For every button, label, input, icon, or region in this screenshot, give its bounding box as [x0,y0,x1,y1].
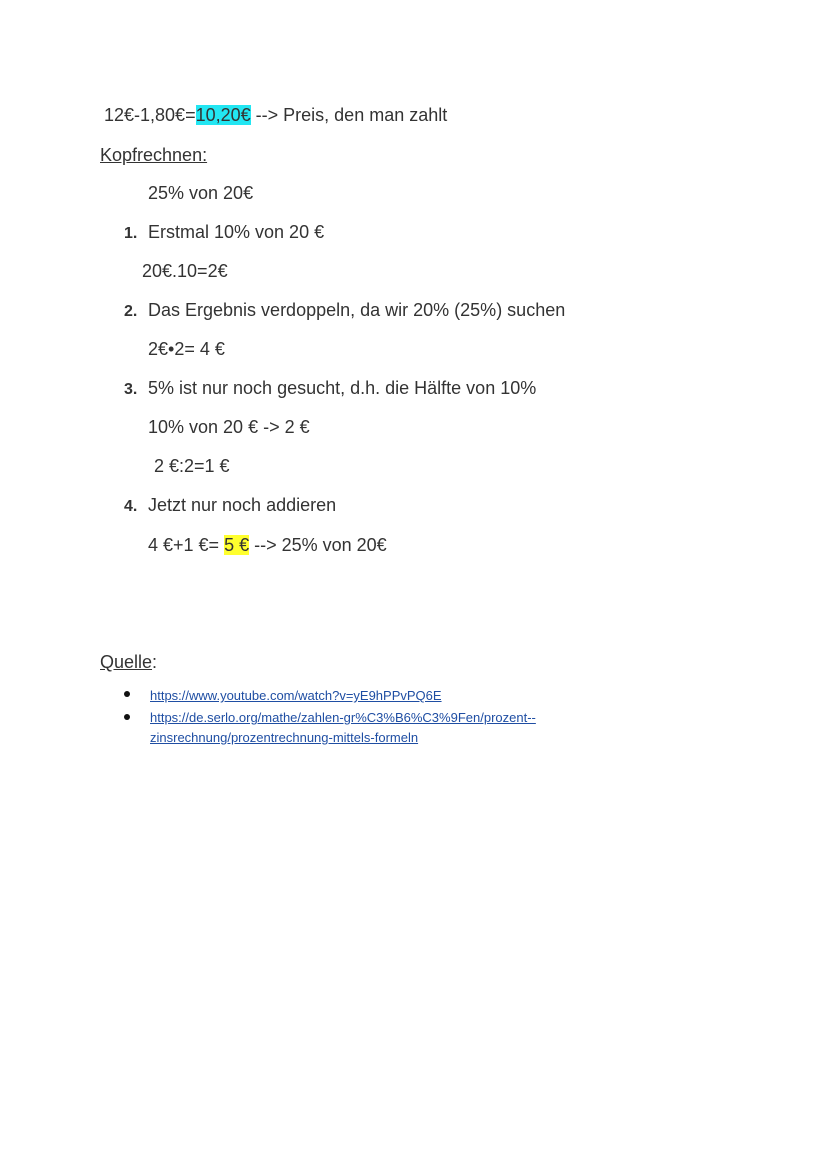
step-4 [124,493,336,519]
calc-2: 2€•2= 4 € [148,339,225,359]
step-text: Erstmal 10% von 20 € [148,222,325,242]
task-text: 25% von 20€ [148,183,254,203]
step-3 [124,376,536,402]
step-text: Jetzt nur noch addieren [148,495,337,515]
result-suffix: --> Preis, den man zahlt [250,105,448,125]
calc-1: 20€.10=2€ [142,261,228,281]
step-number: 3. [124,381,138,398]
step-number: 2. [124,303,138,320]
result-line [104,103,447,127]
calc-3a: 10% von 20 € -> 2 € [148,417,310,437]
calc-4-highlight: 5 € [224,535,250,555]
result-prefix: 12€-1,80€= [104,105,196,125]
calc-4-prefix: 4 €+1 €= [148,535,225,555]
step-text: 5% ist nur noch gesucht, d.h. die Hälfte von 10% [148,378,537,398]
step-number: 4. [124,498,138,515]
heading-kopfrechnen: Kopfrechnen: [100,145,208,165]
heading-quelle-text: Quelle [100,652,153,672]
calc-3b: 2 €:2=1 € [154,456,230,476]
step-1 [124,220,324,246]
bullet-icon [124,714,130,720]
calc-4-suffix: --> 25% von 20€ [249,535,387,555]
heading-quelle-colon: : [152,652,158,672]
calc-4 [148,533,387,557]
heading-quelle [100,650,157,674]
source-link-serlo[interactable]: https://de.serlo.org/mathe/zahlen-gr%C3%B6%C3%9Fen/prozent-- [150,710,536,725]
bullet-icon [124,691,130,697]
step-number: 1. [124,225,138,242]
step-text: Das Ergebnis verdoppeln, da wir 20% (25%) suchen [148,300,566,320]
result-highlight: 10,20€ [195,105,251,125]
step-2 [124,298,565,324]
source-link-serlo-continued[interactable]: zinsrechnung/prozentrechnung-mittels-formeln [150,730,419,745]
source-link-youtube[interactable]: https://www.youtube.com/watch?v=yE9hPPvPQ6E [150,688,442,703]
